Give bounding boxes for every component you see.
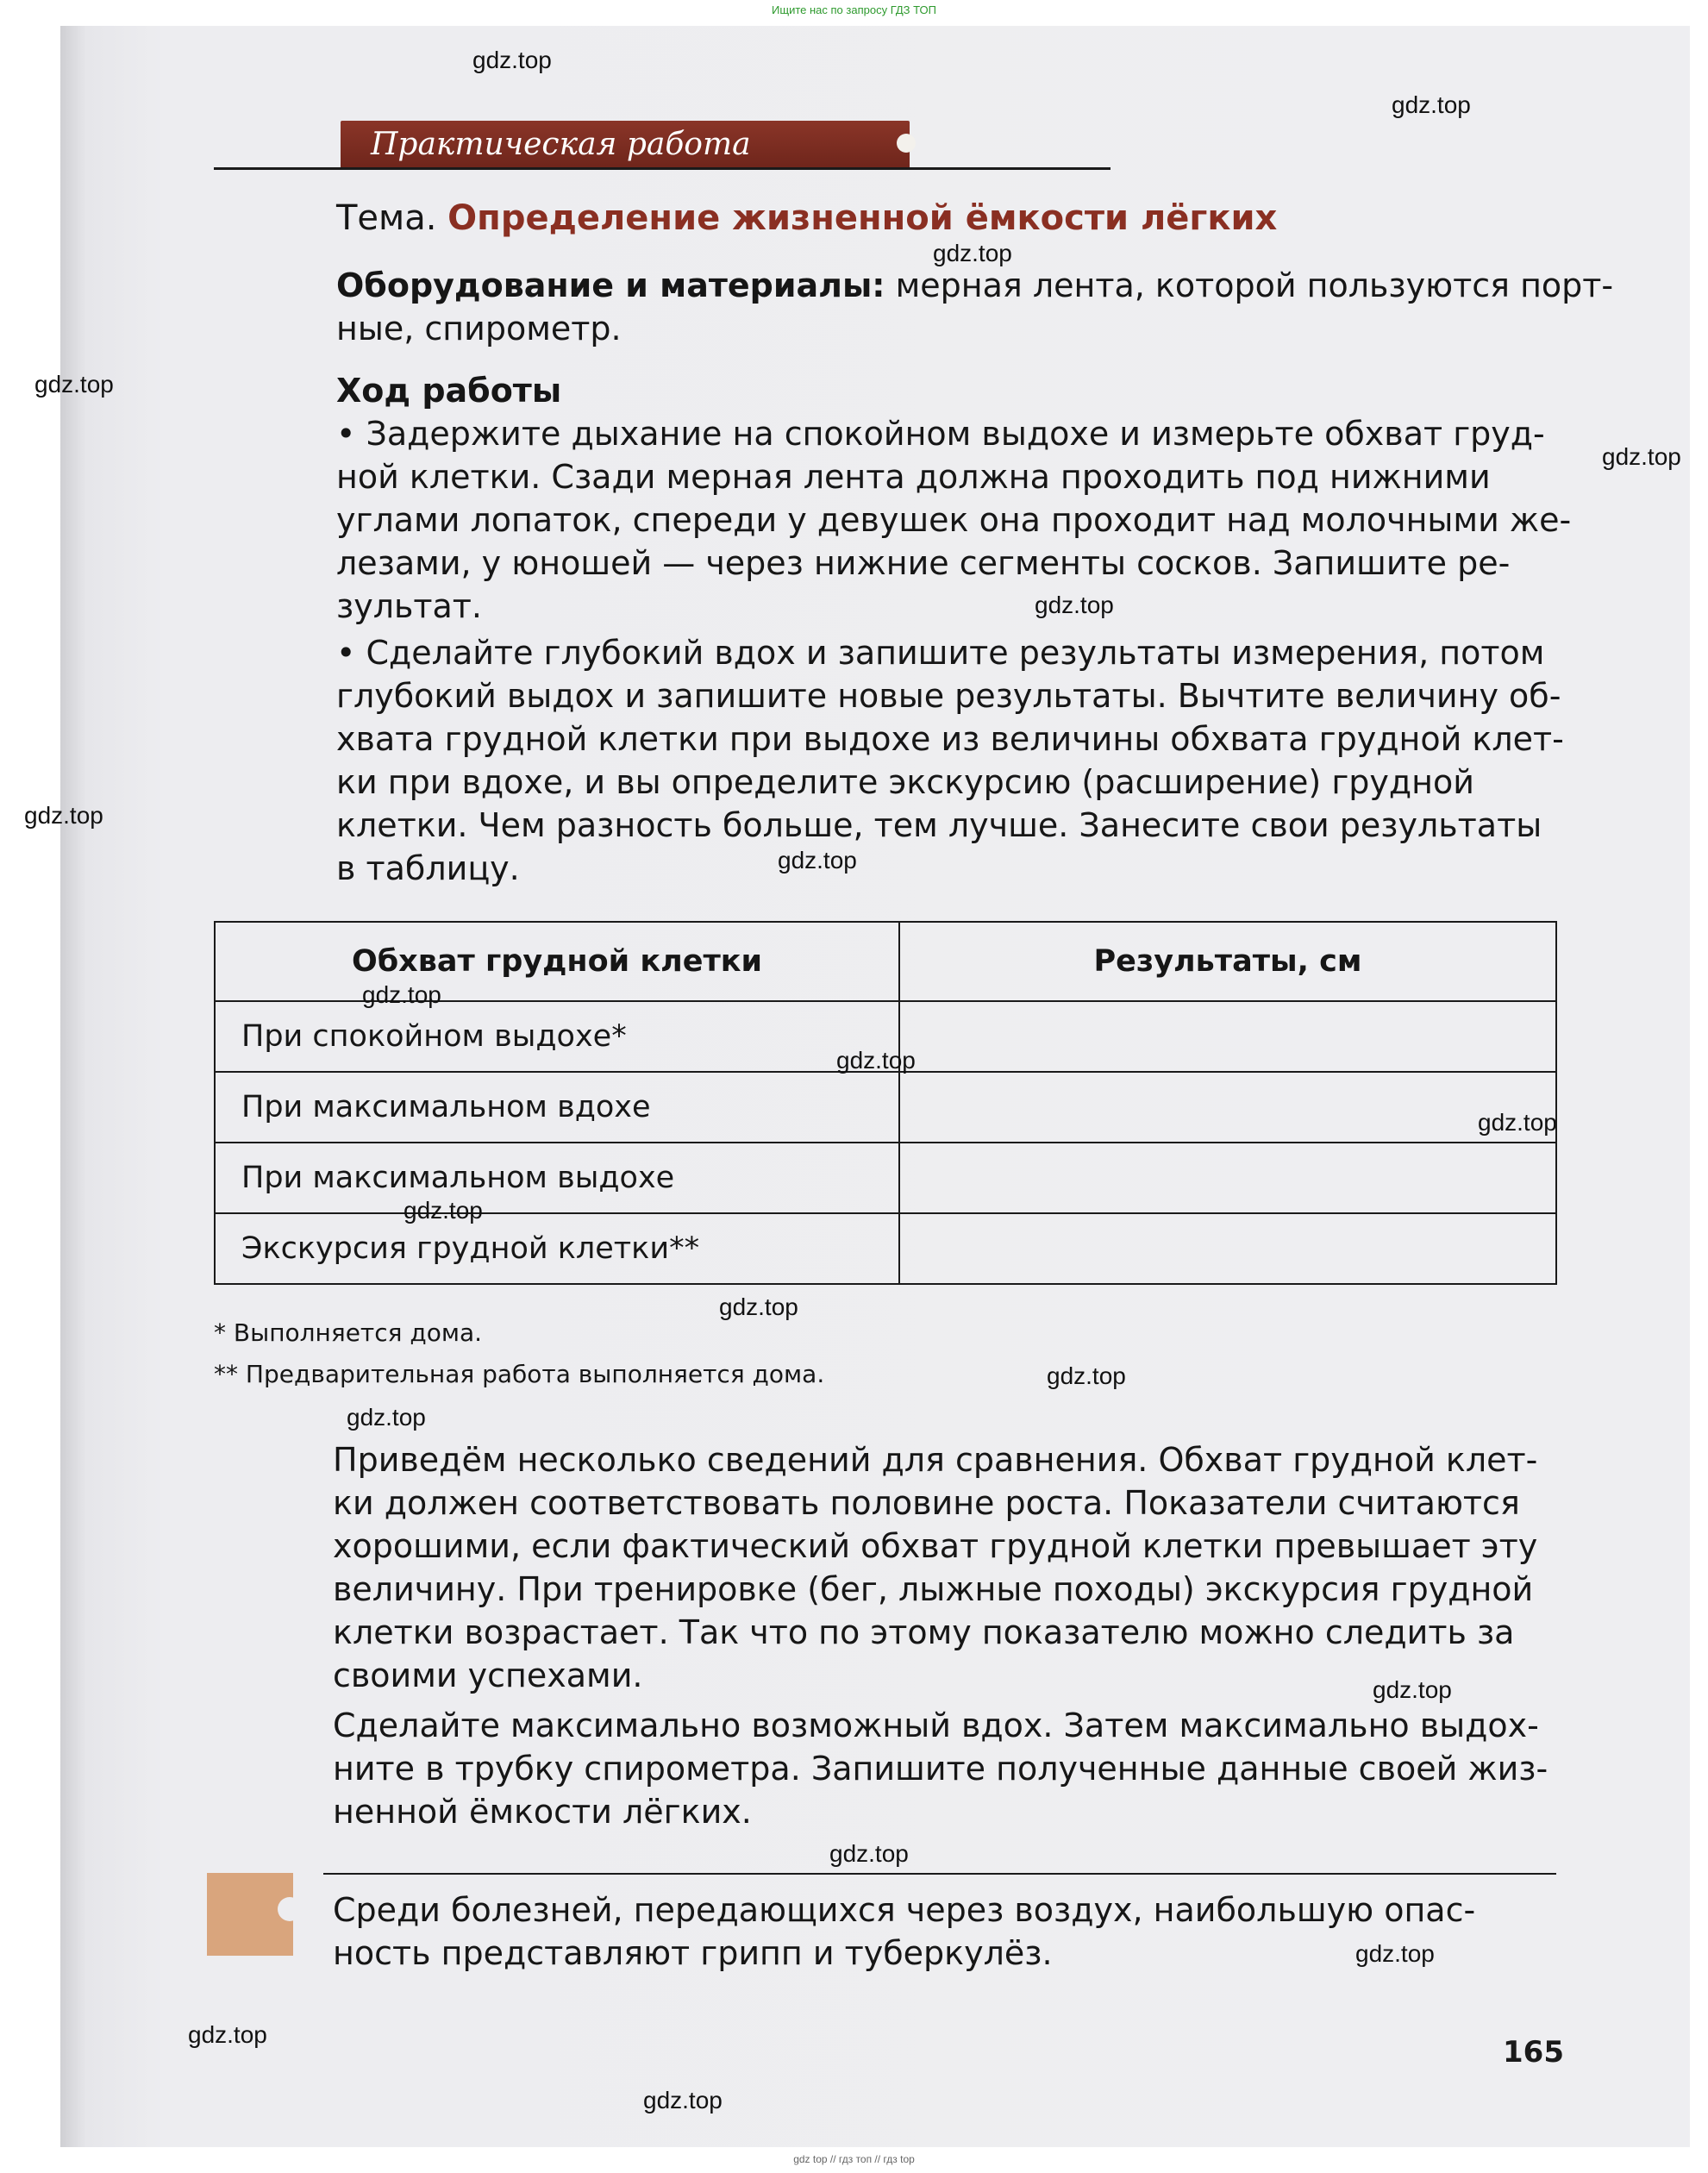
bottom-banner: gdz top // гдз топ // гдз top bbox=[793, 2153, 915, 2165]
comparison-line: ки должен соответствовать половине роста. Показатели считаются bbox=[333, 1484, 1520, 1522]
equipment-line-2: ные, спирометр. bbox=[336, 310, 622, 348]
step1-line: углами лопаток, спереди у девушек она проходит над молочными же- bbox=[336, 501, 1572, 539]
step2-line: ки при вдохе, и вы определите экскурсию (расширение) грудной bbox=[336, 763, 1474, 801]
watermark: gdz.top bbox=[1373, 1676, 1452, 1703]
table-row-label: Экскурсия грудной клетки** bbox=[215, 1213, 899, 1284]
equipment-line-1 bbox=[336, 264, 1613, 307]
step2-line: глубокий выдох и запишите новые результаты. Вычтите величину об- bbox=[336, 677, 1561, 715]
watermark: gdz.top bbox=[1035, 592, 1114, 618]
step2-line: в таблицу. bbox=[336, 849, 520, 887]
badge-dot-decoration bbox=[897, 134, 916, 153]
watermark: gdz.top bbox=[34, 371, 114, 398]
watermark: gdz.top bbox=[829, 1840, 909, 1867]
top-banner: Ищите нас по запросу ГДЗ ТОП bbox=[772, 3, 936, 16]
spirometer-line: Сделайте максимально возможный вдох. Затем максимально выдох- bbox=[333, 1706, 1539, 1744]
watermark: gdz.top bbox=[1355, 1940, 1435, 1967]
note-line: Среди болезней, передающихся через воздух, наибольшую опас- bbox=[333, 1891, 1476, 1929]
step1-line: • Задержите дыхание на спокойном выдохе и измерьте обхват груд- bbox=[336, 415, 1545, 453]
table-row-value[interactable] bbox=[899, 1213, 1556, 1284]
step2-line: хвата грудной клетки при выдохе из величины обхвата грудной клет- bbox=[336, 720, 1564, 758]
watermark: gdz.top bbox=[472, 47, 552, 73]
table-row-value[interactable] bbox=[899, 1143, 1556, 1213]
theme-title: Определение жизненной ёмкости лёгких bbox=[447, 198, 1278, 238]
section-badge-label: Практическая работа bbox=[371, 127, 751, 162]
watermark: gdz.top bbox=[778, 847, 857, 874]
table-header-right: Результаты, см bbox=[899, 922, 1556, 1001]
results-table bbox=[214, 921, 1557, 1285]
watermark: gdz.top bbox=[24, 802, 103, 829]
step1-line: ной клетки. Сзади мерная лента должна проходить под нижними bbox=[336, 458, 1491, 496]
theme-label: Тема. bbox=[336, 198, 437, 238]
step2-line: • Сделайте глубокий вдох и запишите результаты измерения, потом bbox=[336, 634, 1545, 672]
note-rule bbox=[323, 1873, 1556, 1875]
spirometer-line: ните в трубку спирометра. Запишите полученные данные своей жиз- bbox=[333, 1750, 1548, 1788]
footnote: * Выполняется дома. bbox=[214, 1318, 483, 1347]
equipment-label: Оборудование и материалы: bbox=[336, 266, 885, 304]
comparison-line: своими успехами. bbox=[333, 1656, 643, 1694]
table-row-label: При максимальном выдохе bbox=[215, 1143, 899, 1213]
table-row-value[interactable] bbox=[899, 1072, 1556, 1143]
table-header-left: Обхват грудной клетки bbox=[215, 922, 899, 1001]
procedure-heading: Ход работы bbox=[336, 372, 562, 410]
watermark: gdz.top bbox=[719, 1293, 798, 1320]
watermark: gdz.top bbox=[404, 1197, 483, 1224]
step1-line: зультат. bbox=[336, 587, 483, 625]
watermark: gdz.top bbox=[1047, 1362, 1126, 1389]
comparison-line: клетки возрастает. Так что по этому показателю можно следить за bbox=[333, 1613, 1515, 1651]
step1-line: лезами, у юношей — через нижние сегменты сосков. Запишите ре- bbox=[336, 544, 1511, 582]
footnote: ** Предварительная работа выполняется дома. bbox=[214, 1360, 825, 1388]
watermark: gdz.top bbox=[347, 1404, 426, 1431]
comparison-line: величину. При тренировке (бег, лыжные походы) экскурсия грудной bbox=[333, 1570, 1534, 1608]
table-row-value[interactable] bbox=[899, 1001, 1556, 1072]
puzzle-notch-decoration bbox=[278, 1897, 302, 1921]
watermark: gdz.top bbox=[362, 981, 441, 1008]
table-row-label: При спокойном выдохе* bbox=[215, 1001, 899, 1072]
watermark: gdz.top bbox=[188, 2021, 267, 2048]
header-rule bbox=[214, 167, 1111, 170]
watermark: gdz.top bbox=[836, 1047, 916, 1074]
watermark: gdz.top bbox=[643, 2087, 723, 2114]
theme-line bbox=[336, 197, 1277, 240]
comparison-line: хорошими, если фактический обхват грудной клетки превышает эту bbox=[333, 1527, 1538, 1565]
note-line: ность представляют грипп и туберкулёз. bbox=[333, 1934, 1053, 1972]
table-row bbox=[215, 1072, 1556, 1143]
watermark: gdz.top bbox=[933, 240, 1012, 266]
comparison-line: Приведём несколько сведений для сравнения. Обхват грудной клет- bbox=[333, 1441, 1538, 1479]
equipment-text-1: мерная лента, которой пользуются порт- bbox=[885, 266, 1614, 304]
step2-line: клетки. Чем разность больше, тем лучше. Занесите свои результаты bbox=[336, 806, 1542, 844]
watermark: gdz.top bbox=[1392, 91, 1471, 118]
page-number: 165 bbox=[1503, 2035, 1564, 2070]
table-row-label: При максимальном вдохе bbox=[215, 1072, 899, 1143]
watermark: gdz.top bbox=[1602, 443, 1681, 470]
watermark: gdz.top bbox=[1478, 1109, 1557, 1136]
spirometer-line: ненной ёмкости лёгких. bbox=[333, 1793, 752, 1831]
